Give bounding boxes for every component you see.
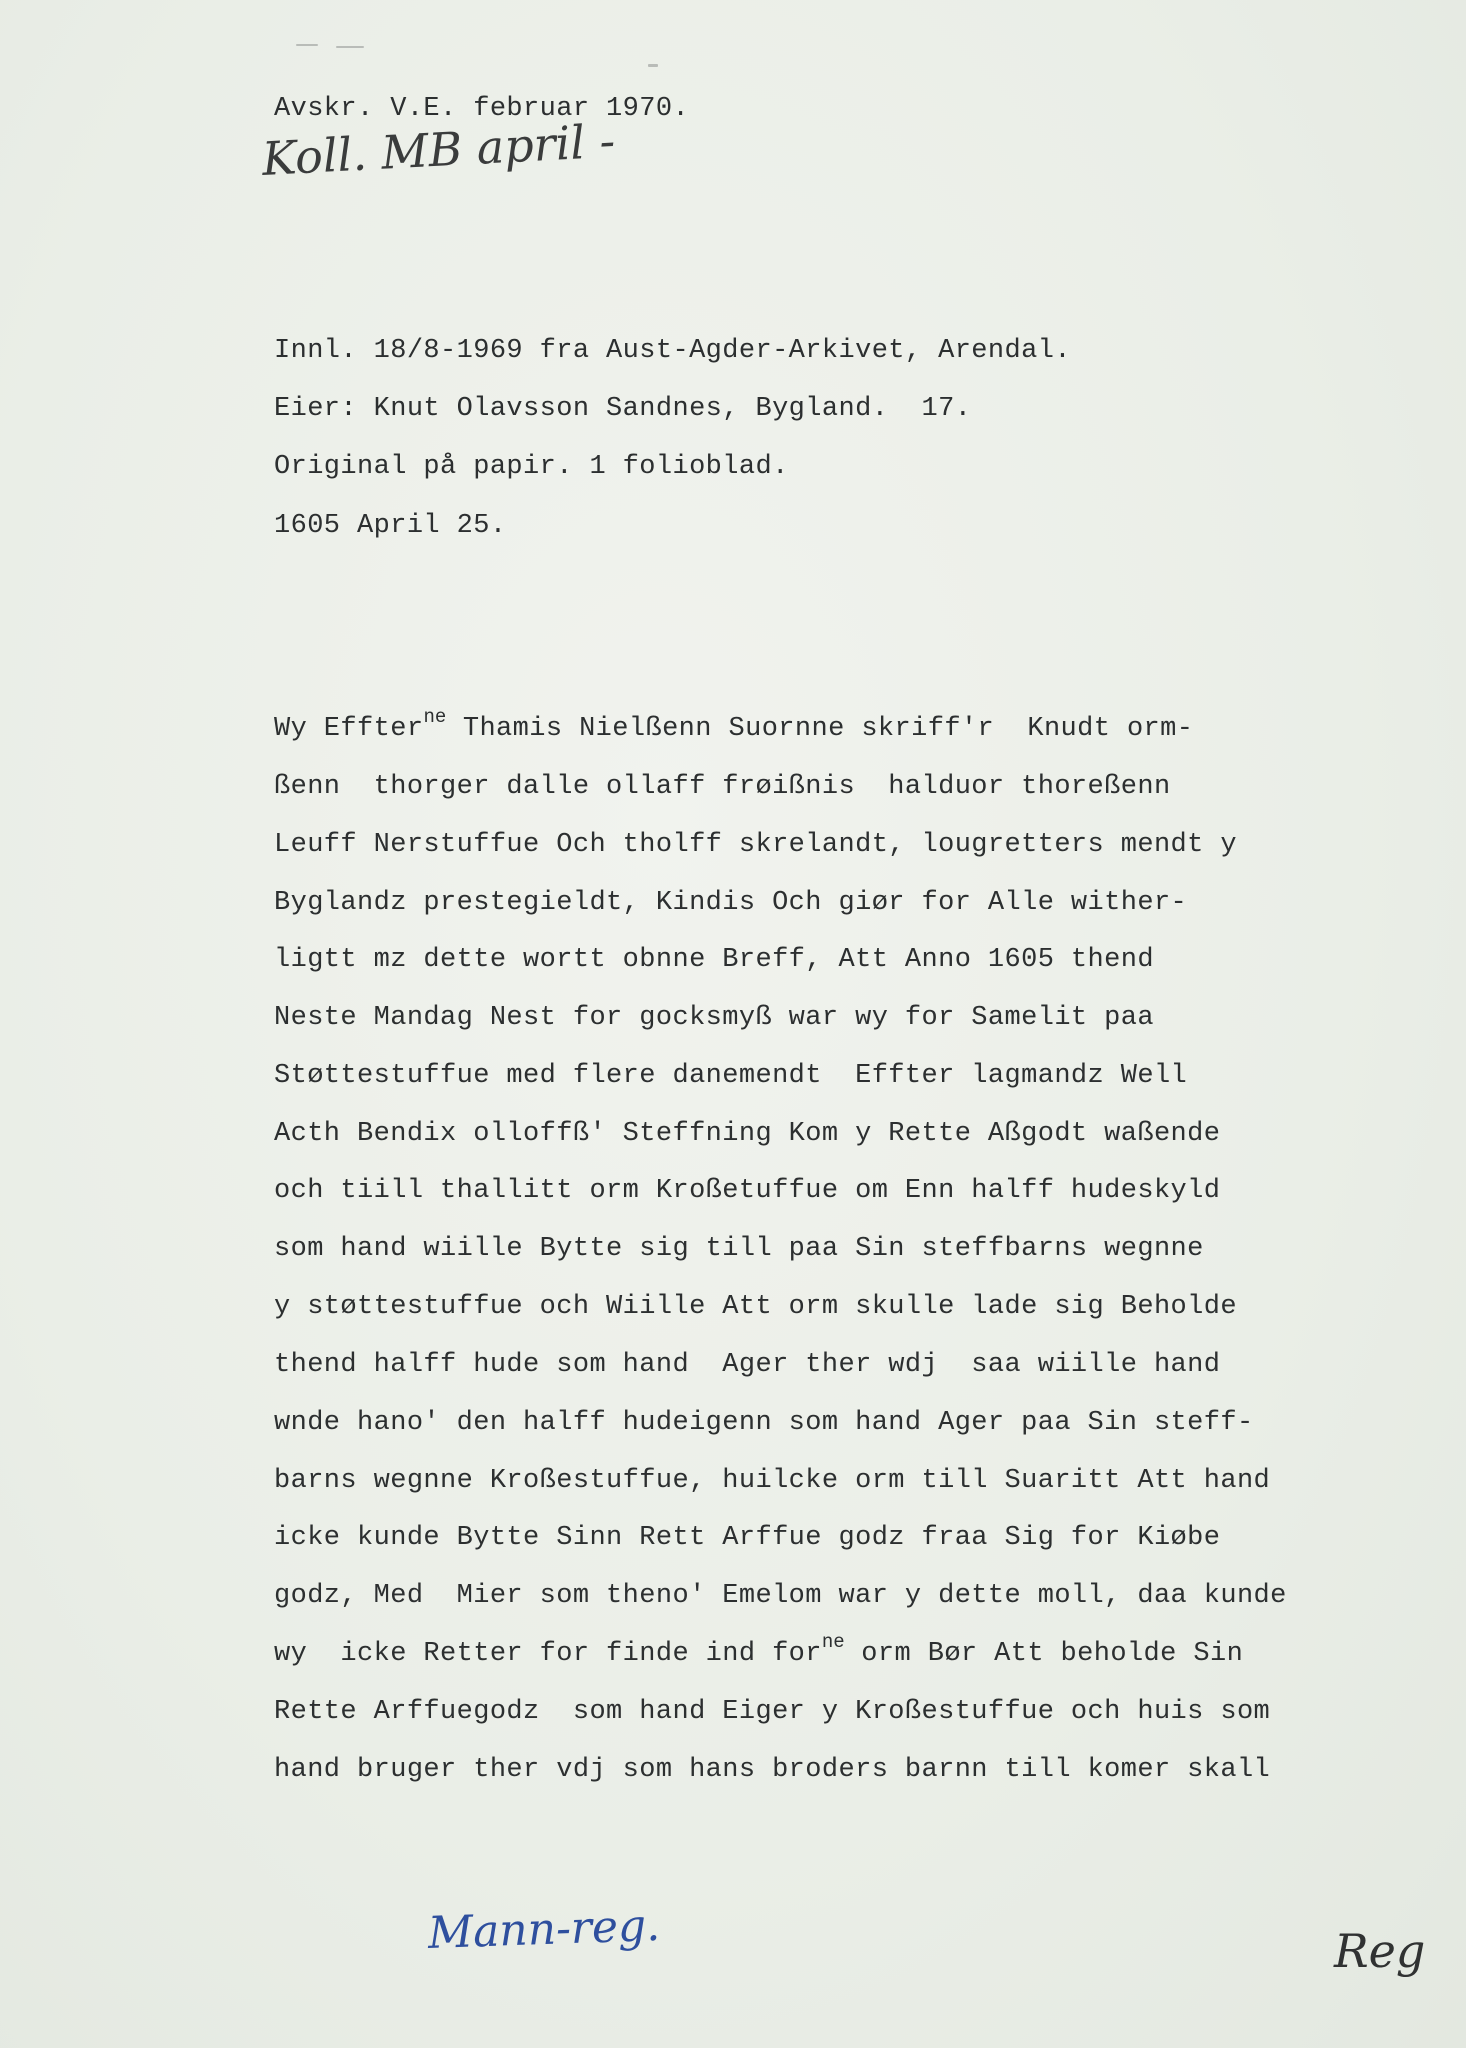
- body-line-19: hand bruger ther vdj som hans broders barnn till komer skall: [274, 1755, 1271, 1785]
- transcription-note: Avskr. V.E. februar 1970.: [274, 94, 690, 124]
- owner-line: Eier: Knut Olavsson Sandnes, Bygland. 17.: [274, 394, 972, 424]
- paper-speck: [336, 46, 364, 48]
- body-line-7: Støttestuffue med flere danemendt Effter lagmandz Well: [274, 1061, 1188, 1091]
- body-line-9: och tiill thallitt orm Kroßetuffue om Enn halff hudeskyld: [274, 1176, 1221, 1206]
- body-line-4: Byglandz prestegieldt, Kindis Och giør for Alle wither-: [274, 888, 1188, 918]
- body-line-6: Neste Mandag Nest for gocksmyß war wy for Samelit paa: [274, 1003, 1154, 1033]
- body-line-17: [274, 1631, 1244, 1669]
- body-line-1-end: Thamis Nielßenn Suornne skriff'r Knudt orm-: [446, 714, 1194, 744]
- received-line: Innl. 18/8-1969 fra Aust-Agder-Arkivet, Arendal.: [274, 336, 1071, 366]
- superscript-abbreviation: ne: [821, 1631, 845, 1653]
- body-line-10: som hand wiille Bytte sig till paa Sin steffbarns wegnne: [274, 1234, 1204, 1264]
- body-line-17-start: wy icke Retter for finde ind for: [274, 1639, 822, 1669]
- original-line: Original på papir. 1 folioblad.: [274, 452, 789, 482]
- handwritten-check-note: Koll. MB april -: [260, 113, 617, 186]
- paper-speck: [648, 64, 658, 67]
- body-line-14: barns wegnne Kroßestuffue, huilcke orm till Suaritt Att hand: [274, 1466, 1271, 1496]
- body-line-11: y støttestuffue och Wiille Att orm skulle lade sig Beholde: [274, 1292, 1237, 1322]
- body-line-8: Acth Bendix olloffß' Steffning Kom y Rette Aßgodt waßende: [274, 1119, 1221, 1149]
- body-line-5: ligtt mz dette wortt obnne Breff, Att Anno 1605 thend: [274, 945, 1154, 975]
- corner-note: Reg: [1334, 1924, 1426, 1978]
- body-line-17-end: orm Bør Att beholde Sin: [844, 1639, 1244, 1669]
- body-line-3: Leuff Nerstuffue Och tholff skrelandt, lougretters mendt y: [274, 830, 1237, 860]
- body-line-12: thend halff hude som hand Ager ther wdj saa wiille hand: [274, 1350, 1221, 1380]
- body-line-1: [274, 706, 1194, 744]
- body-line-2: ßenn thorger dalle ollaff frøißnis halduor thoreßenn: [274, 772, 1171, 802]
- body-line-15: icke kunde Bytte Sinn Rett Arffue godz fraa Sig for Kiøbe: [274, 1523, 1221, 1553]
- register-note: Mann-reg.: [427, 1899, 661, 1960]
- body-line-18: Rette Arffuegodz som hand Eiger y Kroßestuffue och huis som: [274, 1697, 1271, 1727]
- paper-speck: [296, 44, 318, 46]
- body-line-16: godz, Med Mier som theno' Emelom war y dette moll, daa kunde: [274, 1581, 1287, 1611]
- body-line-1-start: Wy Effter: [274, 714, 424, 744]
- superscript-abbreviation: ne: [423, 706, 447, 728]
- body-line-13: wnde hano' den halff hudeigenn som hand Ager paa Sin steff-: [274, 1408, 1254, 1438]
- date-line: 1605 April 25.: [274, 511, 507, 541]
